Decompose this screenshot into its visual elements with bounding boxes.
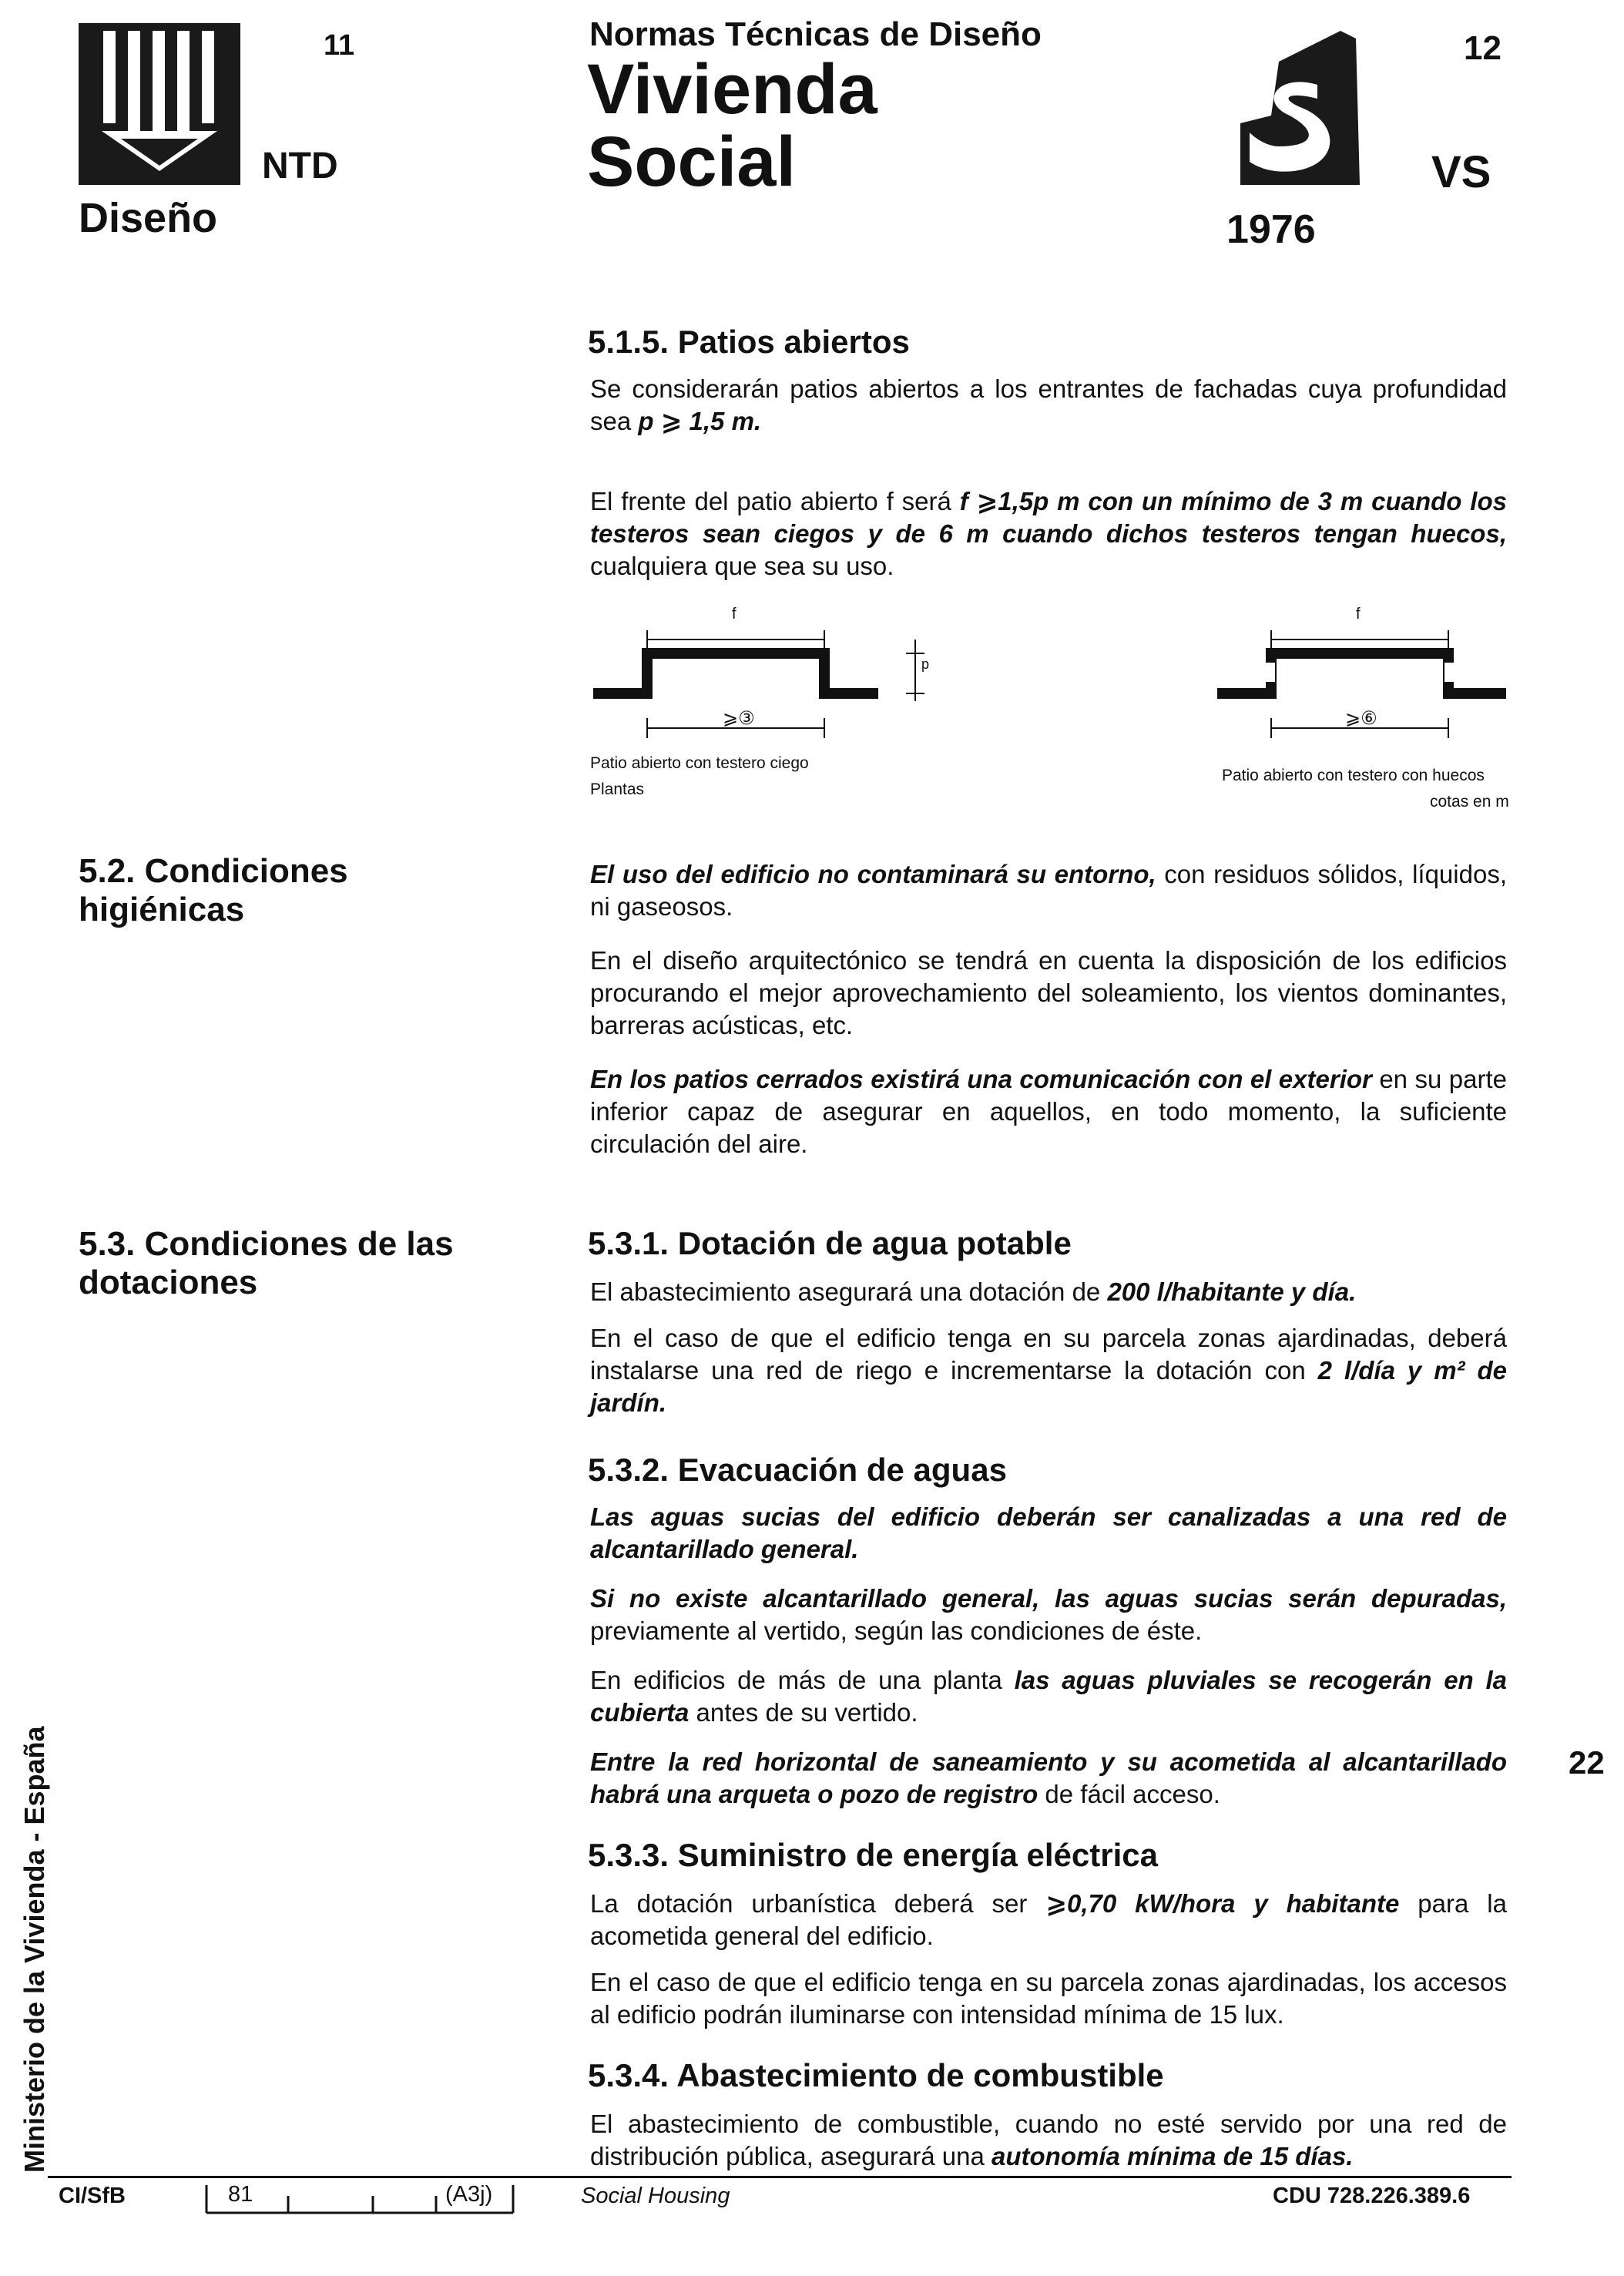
diagram-left-bottom-label: ⩾③	[723, 708, 755, 729]
text-run: antes de su vertido.	[689, 1698, 918, 1727]
paragraph-5-3-2-c	[590, 1664, 1507, 1729]
paragraph-5-3-1-a	[590, 1276, 1507, 1308]
text-run: El abastecimiento de combustible, cuando no esté servido por una red de distribución pública, asegurará una	[590, 2110, 1507, 2170]
ntd-logo	[79, 23, 240, 185]
paragraph-5-2-a	[590, 858, 1507, 923]
diseno-label: Diseño	[79, 195, 218, 241]
text-run-emphasis: f ⩾1,5p m con un mínimo de 3 m cuando los testeros sean ciegos y de 6 m cuando dichos testeros tengan huecos,	[590, 487, 1507, 548]
side-heading-5-2: 5.2. Condiciones higiénicas	[79, 852, 348, 928]
text-run-emphasis: Si no existe alcantarillado general, las aguas sucias serán depuradas,	[590, 1584, 1507, 1613]
paragraph-5-2-c	[590, 1063, 1507, 1160]
text-run: con residuos sólidos, líquidos, ni gaseosos.	[590, 860, 1507, 921]
paragraph-5-1-5-a	[590, 373, 1507, 438]
paragraph-5-3-2-d	[590, 1746, 1507, 1811]
text-run-emphasis: las aguas pluviales se recogerán en la cubierta	[590, 1666, 1507, 1727]
ntd-logo-graphic	[79, 23, 240, 185]
text-run: En el caso de que el edificio tenga en su parcela zonas ajardinadas, deberá instalarse una red de riego e incrementarse la dotación con	[590, 1324, 1507, 1385]
series-number-right: 12	[1464, 29, 1502, 67]
text-run: El abastecimiento asegurará una dotación de	[590, 1277, 1108, 1306]
text-run-emphasis: ⩾0,70 kW/hora y habitante	[1045, 1889, 1400, 1918]
paragraph-5-3-3-a	[590, 1888, 1507, 1952]
header-supertitle: Normas Técnicas de Diseño	[589, 15, 1042, 53]
vs-logo-graphic	[1225, 31, 1387, 185]
caption-right-2: cotas en m	[1430, 793, 1509, 811]
vs-logo	[1225, 31, 1387, 185]
heading-5-1-5: 5.1.5. Patios abiertos	[588, 324, 910, 360]
text-run-emphasis: autonomía mínima de 15 días.	[992, 2142, 1354, 2170]
footer-cisfb-box-a3j: (A3j)	[445, 2182, 493, 2207]
footer-cisfb: CI/SfB	[59, 2184, 126, 2208]
text-run: El frente del patio abierto f será	[590, 487, 960, 515]
vs-label: VS	[1431, 147, 1491, 197]
diagram-p-label: p	[921, 656, 930, 672]
footer-cisfb-box-81: 81	[228, 2182, 253, 2207]
text-run-emphasis: El uso del edificio no contaminará su entorno,	[590, 860, 1156, 888]
footer-cdu: CDU 728.226.389.6	[1273, 2184, 1471, 2208]
paragraph-5-1-5-b	[590, 485, 1507, 582]
paragraph-5-3-1-b	[590, 1322, 1507, 1419]
caption-left-1: Patio abierto con testero ciego	[590, 754, 809, 772]
header-title-line1: Vivienda	[587, 50, 877, 129]
text-run-emphasis: 2 l/día y m² de jardín.	[590, 1356, 1507, 1417]
caption-right-1: Patio abierto con testero con huecos	[1222, 767, 1485, 784]
year-label: 1976	[1226, 207, 1316, 252]
paragraph-5-2-b: En el diseño arquitectónico se tendrá en cuenta la disposición de los edificios procurando el mejor aprovechamiento del soleamiento, los vientos dominantes, barreras acústicas, etc.	[590, 946, 1507, 1039]
text-run: La dotación urbanística deberá ser	[590, 1889, 1046, 1918]
heading-5-3-2: 5.3.2. Evacuación de aguas	[588, 1452, 1007, 1488]
text-run-emphasis: 200 l/habitante y día.	[1107, 1277, 1357, 1306]
side-heading-5-3: 5.3. Condiciones de las dotaciones	[79, 1225, 454, 1301]
diagram-left-top-label: f	[732, 606, 737, 623]
text-run-emphasis: Entre la red horizontal de saneamiento y su acometida al alcantarillado habrá una arqueta o pozo de registro	[590, 1747, 1507, 1808]
text-run: de fácil acceso.	[1038, 1780, 1220, 1808]
ntd-label: NTD	[262, 146, 338, 186]
paragraph-5-3-4	[590, 2108, 1507, 2173]
paragraph-5-3-3-b: En el caso de que el edificio tenga en su parcela zonas ajardinadas, los accesos al edificio podrán iluminarse con intensidad mínima de 15 lux.	[590, 1968, 1507, 2029]
text-run-emphasis: En los patios cerrados existirá una comunicación con el exterior	[590, 1065, 1372, 1093]
page-number: 22	[1569, 1744, 1605, 1781]
header-title-line2: Social	[587, 123, 797, 201]
footer-rule	[48, 2176, 1512, 2178]
text-run: en su parte inferior capaz de asegurar en aquellos, en todo momento, la suficiente circulación del aire.	[590, 1065, 1507, 1158]
text-run-emphasis: p ⩾ 1,5 m.	[638, 407, 762, 435]
vertical-ministry-label: Ministerio de la Vivienda - España	[18, 1726, 50, 2173]
diagram-closed-testero	[586, 624, 955, 747]
text-run: En edificios de más de una planta	[590, 1666, 1015, 1694]
series-number-left: 11	[324, 29, 355, 62]
paragraph-5-3-2-b	[590, 1583, 1507, 1647]
diagram-right-top-label: f	[1356, 606, 1361, 623]
text-run: para la acometida general del edificio.	[590, 1889, 1507, 1950]
heading-5-3-1: 5.3.1. Dotación de agua potable	[588, 1225, 1072, 1261]
text-run: Se considerarán patios abiertos a los entrantes de fachadas cuya profundidad sea	[590, 374, 1507, 435]
footer-series: Social Housing	[581, 2184, 730, 2208]
caption-left-2: Plantas	[590, 780, 645, 798]
paragraph-5-3-2-a: Las aguas sucias del edificio deberán ser canalizadas a una red de alcantarillado general.	[590, 1502, 1507, 1563]
text-run: previamente al vertido, según las condiciones de éste.	[590, 1616, 1203, 1645]
text-run: cualquiera que sea su uso.	[590, 552, 894, 580]
patio-diagram-left	[586, 624, 955, 747]
heading-5-3-4: 5.3.4. Abastecimiento de combustible	[588, 2057, 1164, 2093]
diagram-right-bottom-label: ⩾⑥	[1345, 708, 1377, 729]
heading-5-3-3: 5.3.3. Suministro de energía eléctrica	[588, 1837, 1158, 1873]
